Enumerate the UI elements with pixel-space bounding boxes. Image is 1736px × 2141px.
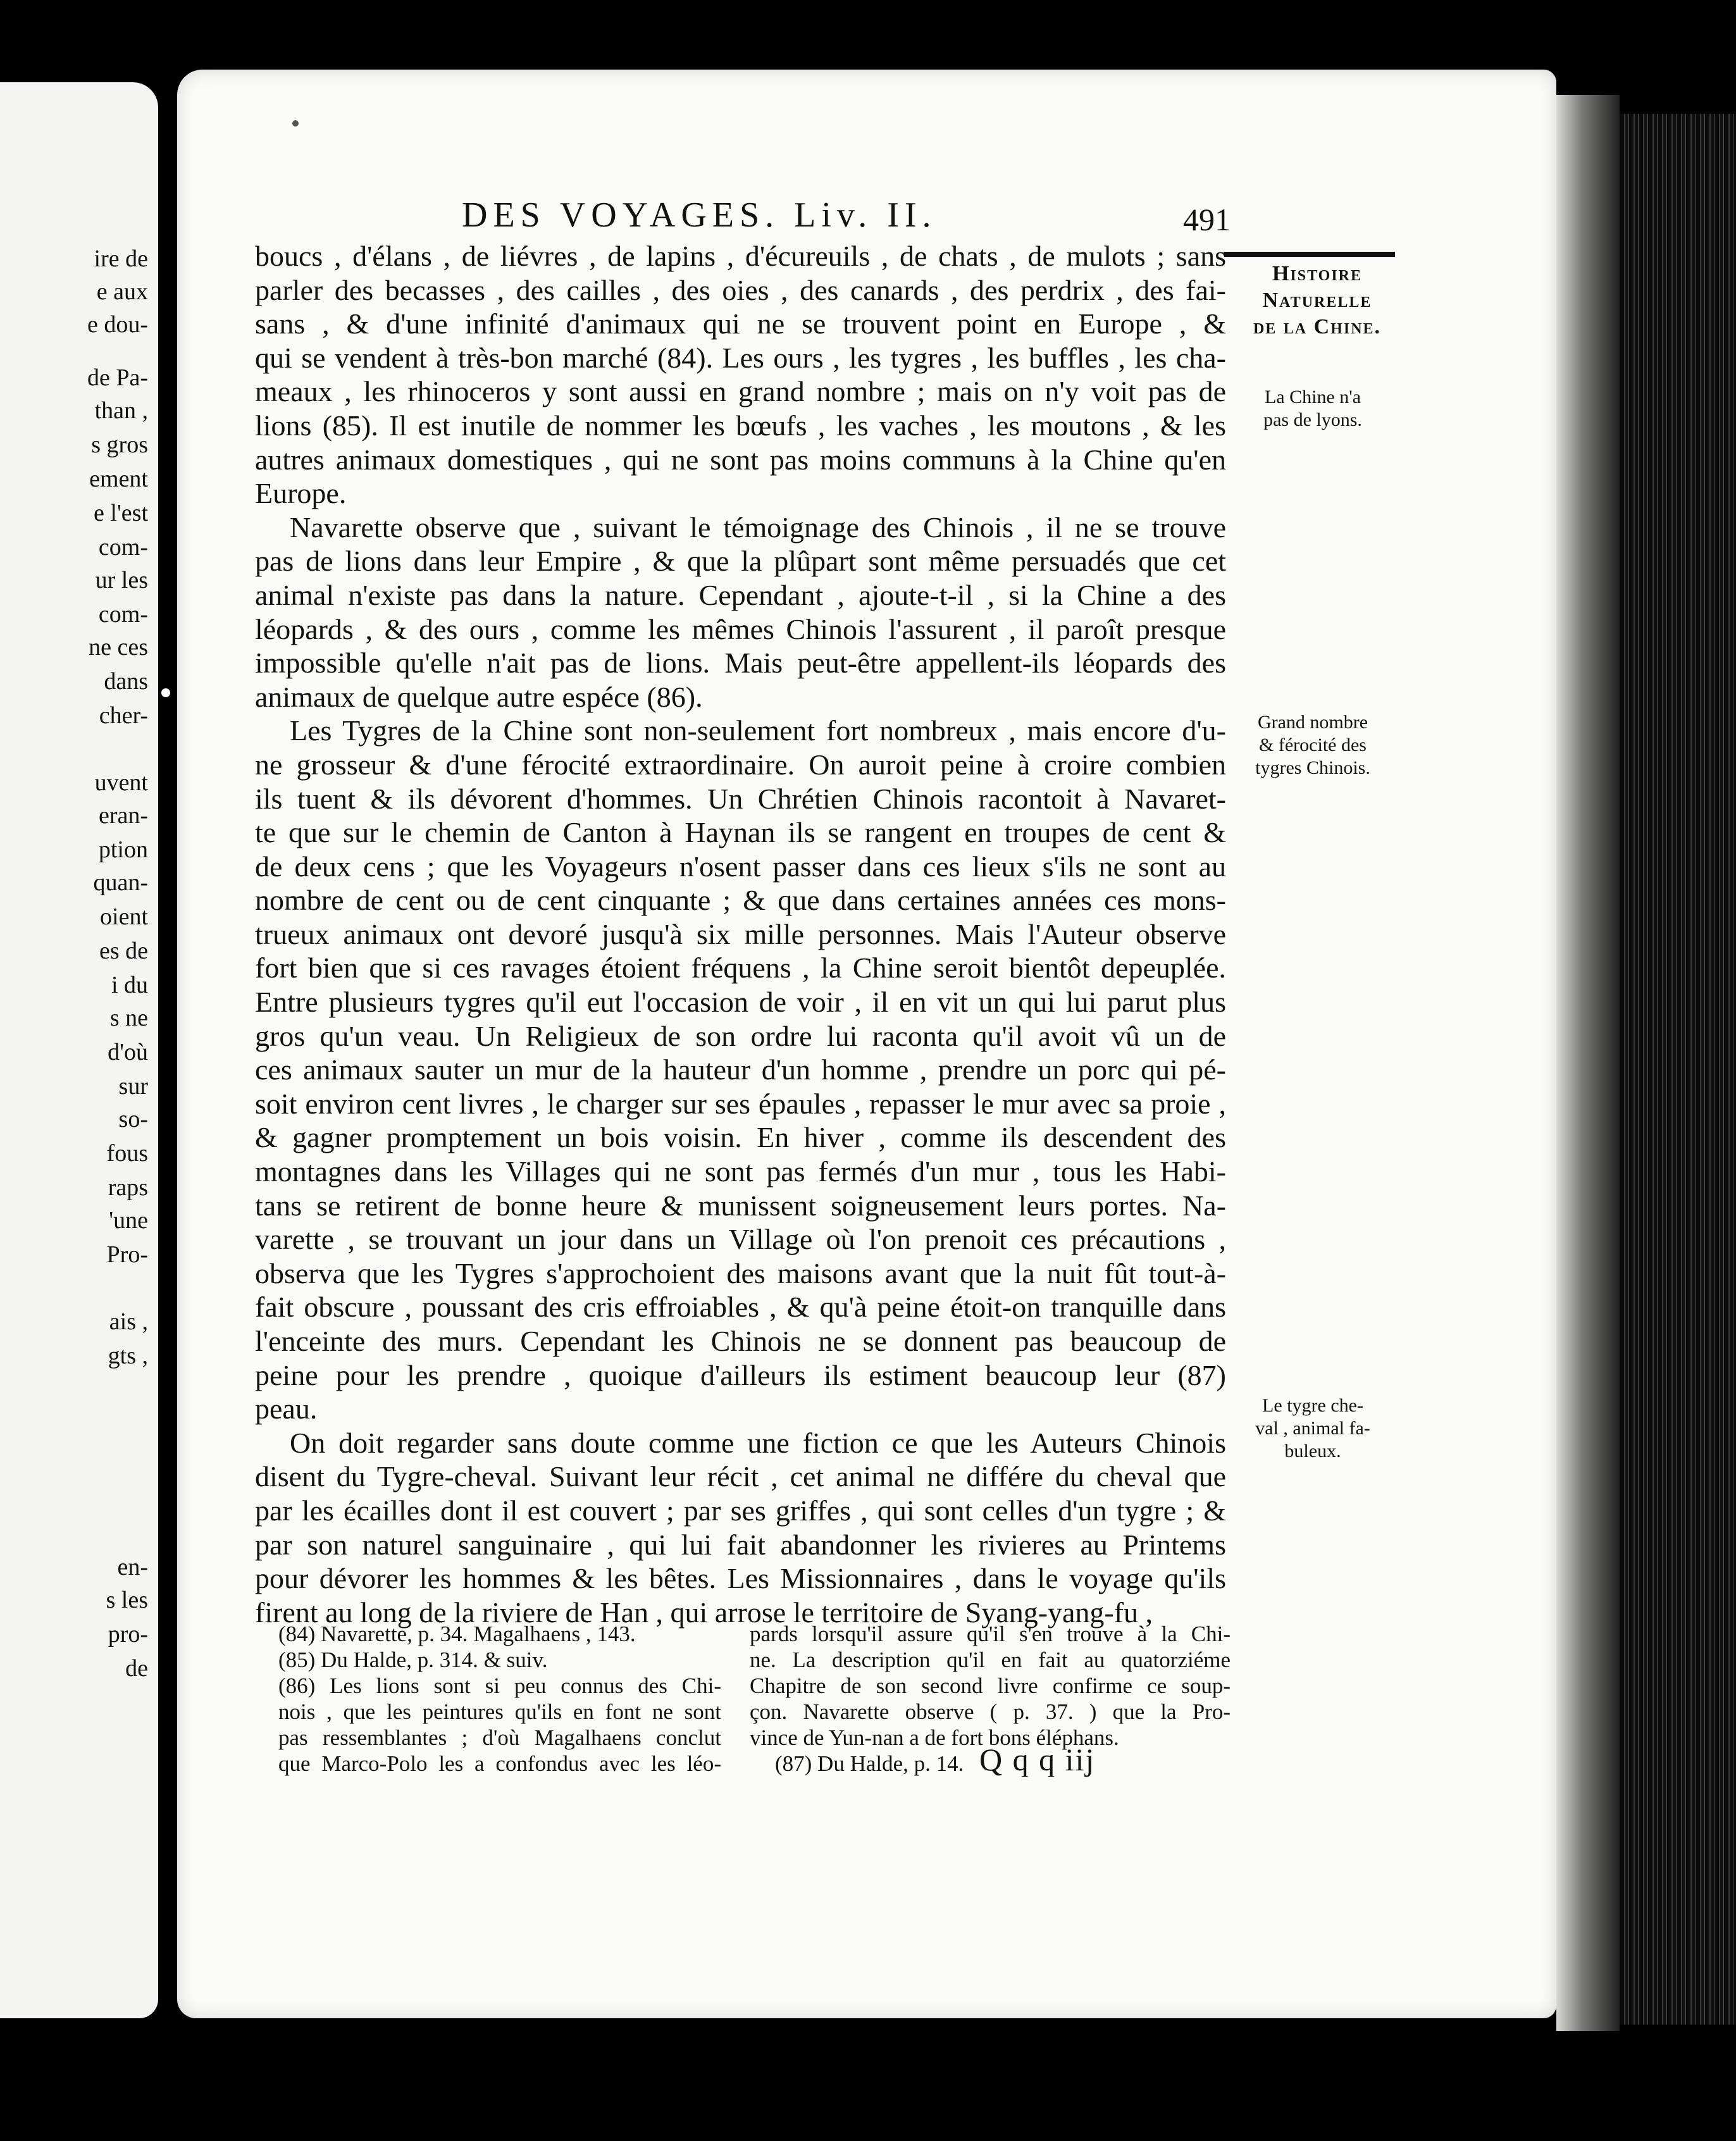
text-line: ne grosseur & d'une férocité extraordinaire. On auroit peine à croire combien <box>255 748 1226 781</box>
left-page-text-fragment: 'une <box>109 1207 148 1234</box>
text-line: l'enceinte des murs. Cependant les Chinois ne se donnent pas beaucoup de <box>255 1325 1226 1357</box>
text-line: On doit regarder sans doute comme une fiction ce que les Auteurs Chinois <box>290 1426 1226 1459</box>
marginal-note <box>1234 711 1392 779</box>
text-line: Navarette observe que , suivant le témoignage des Chinois , il ne se trouve <box>290 511 1226 543</box>
left-page-text-fragment: ne ces <box>89 634 148 661</box>
book-page-edges <box>1620 114 1736 2025</box>
footnote-line: (86) Les lions sont si peu connus des Chi- <box>278 1673 721 1698</box>
text-line: pour dévorer les hommes & les bêtes. Les Missionnaires , dans le voyage qu'ils <box>255 1562 1226 1595</box>
text-line: ils tuent & ils dévorent d'hommes. Un Chrétien Chinois racontoit à Navaret- <box>255 782 1226 815</box>
footnotes-left-column <box>278 1621 721 1777</box>
margin-heading-rule <box>1224 252 1395 257</box>
text-line: observa que les Tygres s'approchoient des maisons avant que la nuit fût tout-à- <box>255 1257 1226 1289</box>
left-page-text-fragment: s les <box>106 1587 148 1613</box>
book-fore-edge-shadow <box>1556 95 1620 2031</box>
marginal-note <box>1234 386 1392 431</box>
paragraph <box>255 239 1226 511</box>
left-page-text-fragment: raps <box>108 1174 148 1201</box>
running-head: DES VOYAGES. Liv. II. <box>462 195 937 235</box>
footnote-line: (84) Navarette, p. 34. Magalhaens , 143. <box>278 1622 636 1646</box>
left-page-text-fragment: e l'est <box>94 500 148 526</box>
left-page-text-fragment: gts , <box>108 1343 148 1369</box>
left-page-text-fragment: com- <box>98 601 148 628</box>
paragraph <box>255 714 1226 1425</box>
text-line: par les écailles dont il est couvert ; par ses griffes , qui sont celles d'un tygre ; & <box>255 1494 1226 1527</box>
left-page-text-fragment: ption <box>98 836 148 863</box>
text-line: Europe. <box>255 477 347 510</box>
footnote-line: (87) Du Halde, p. 14. <box>775 1751 964 1776</box>
text-line: varette , se trouvant un jour dans un Village où l'on prenoit ces précautions , <box>255 1223 1226 1256</box>
text-line: Les Tygres de la Chine sont non-seulement fort nombreux , mais encore d'u- <box>290 714 1226 747</box>
marginal-note-line: val , animal fa- <box>1255 1418 1370 1439</box>
text-line: autres animaux domestiques , qui ne sont pas moins communs à la Chine qu'en <box>255 443 1226 476</box>
left-page-text-fragment: sur <box>118 1073 148 1100</box>
text-line: parler des becasses , des cailles , des oies , des canards , des perdrix , des fai- <box>255 273 1226 306</box>
text-line: par son naturel sanguinaire , qui lui fait abandonner les rivieres au Printems <box>255 1528 1226 1561</box>
text-line: peau. <box>255 1393 318 1425</box>
left-page-text-fragment: de Pa- <box>87 364 148 391</box>
footnote-line: Chapitre de son second livre confirme ce soup- <box>750 1673 1231 1698</box>
paper-spot <box>161 688 170 697</box>
text-line: Entre plusieurs tygres qu'il eut l'occasion de voir , il en vit un qui lui parut plus <box>255 986 1226 1019</box>
left-page-text-fragment: dans <box>104 668 148 695</box>
left-page-text-fragment: uvent <box>94 769 148 796</box>
text-line: animaux de quelque autre espéce (86). <box>255 680 703 713</box>
footnote-line: pas ressemblantes ; d'où Magalhaens conclut <box>278 1725 721 1750</box>
text-line: trueux animaux ont devoré jusqu'à six mille personnes. Mais l'Auteur observe <box>255 917 1226 950</box>
left-page-text-fragment: ire de <box>94 245 148 272</box>
text-line: lions (85). Il est inutile de nommer les bœufs , les vaches , les moutons , & les <box>255 409 1226 442</box>
text-line: te que sur le chemin de Canton à Haynan ils se rangent en troupes de cent & <box>255 816 1226 849</box>
left-page-text-fragment: cher- <box>99 702 148 729</box>
marginal-note-line: Le tygre che- <box>1262 1395 1363 1416</box>
ink-speck <box>292 120 299 127</box>
left-page-text-fragment: s gros <box>91 431 148 458</box>
left-page-text-fragment: e dou- <box>87 311 148 338</box>
text-line: animal n'existe pas dans la nature. Cependant , ajoute-t-il , si la Chine a des <box>255 578 1226 611</box>
text-line: montagnes dans les Villages qui ne sont pas fermés d'un mur , tous les Habi- <box>255 1155 1226 1188</box>
marginal-note-line: Grand nombre <box>1257 712 1368 733</box>
left-page-text-fragment: quan- <box>93 869 148 896</box>
left-page-fragment <box>0 82 158 2018</box>
paragraph <box>255 1426 1226 1630</box>
text-line: boucs , d'élans , de liévres , de lapins , d'écureuils , de chats , de mulots ; sans <box>255 240 1226 272</box>
marginal-note-line: La Chine n'a <box>1264 387 1361 407</box>
left-page-text-fragment: fous <box>106 1140 148 1167</box>
body-text <box>255 239 1226 1629</box>
page-number: 491 <box>1183 202 1231 237</box>
signature-mark: Q q q iij <box>979 1742 1096 1777</box>
text-line: pas de lions dans leur Empire , & que la plûpart sont même persuadés que cet <box>255 545 1226 578</box>
text-line: qui se vendent à très-bon marché (84). Les ours , les tygres , les buffles , les cha- <box>255 341 1226 374</box>
left-page-text-fragment: ur les <box>95 567 148 593</box>
text-line: meaux , les rhinoceros y sont aussi en grand nombre ; mais on n'y voit pas de <box>255 375 1226 408</box>
marginal-note-line: & férocité des <box>1259 735 1367 755</box>
text-line: disent du Tygre-cheval. Suivant leur récit , cet animal ne différe du cheval que <box>255 1460 1226 1493</box>
footnote-line: vince de Yun-nan a de fort bons éléphans. <box>750 1725 1119 1750</box>
text-line: fait obscure , poussant des cris effroiables , & qu'à peine étoit-on tranquille dans <box>255 1291 1226 1324</box>
footnote-line: que Marco-Polo les a confondus avec les léo- <box>278 1751 721 1776</box>
text-line: tans se retirent de bonne heure & munissent soigneusement leurs portes. Na- <box>255 1189 1226 1222</box>
left-page-text-fragment: than , <box>94 397 148 424</box>
text-line: & gagner promptement un bois voisin. En hiver , comme ils descendent des <box>255 1121 1226 1154</box>
left-page-text-fragment: eran- <box>98 802 148 829</box>
text-line: sans , & d'une infinité d'animaux qui ne se trouvent point en Europe , & <box>255 307 1226 340</box>
left-page-text-fragment: es de <box>99 938 148 964</box>
left-page-text-fragment: pro- <box>108 1621 148 1648</box>
left-page-text-fragment: i du <box>111 972 148 998</box>
text-line: fort bien que si ces ravages étoient fréquens , la Chine seroit bientôt depeuplée. <box>255 952 1226 984</box>
text-line: léopards , & des ours , comme les mêmes Chinois l'assurent , il paroît presque <box>255 612 1226 645</box>
left-page-text-fragment: com- <box>98 534 148 561</box>
margin-title-line: de la Chine. <box>1253 315 1382 338</box>
left-page-text-fragment: en- <box>117 1554 148 1580</box>
left-page-text-fragment: e aux <box>96 278 148 305</box>
footnote-line: ne. La description qu'il en fait au quatorziéme <box>750 1648 1231 1672</box>
left-page-text-fragment: so- <box>118 1106 148 1133</box>
marginal-note-line: pas de lyons. <box>1263 409 1362 430</box>
margin-section-title <box>1241 261 1393 340</box>
left-page-text-fragment: s ne <box>109 1005 148 1031</box>
footnote-line: pards lorsqu'il assure qu'il s'en trouve à la Chi- <box>750 1622 1231 1646</box>
left-page-text-fragment: de <box>125 1655 148 1682</box>
left-page-text-fragment: Pro- <box>106 1241 148 1268</box>
text-line: firent au long de la riviere de Han , qui arrose le territoire de Syang-yang-fu , <box>255 1596 1153 1629</box>
marginal-note <box>1234 1394 1392 1463</box>
text-line: nombre de cent ou de cent cinquante ; & que dans certaines années ces mons- <box>255 884 1226 917</box>
left-page-text-fragment: d'où <box>108 1039 148 1065</box>
left-page-text-fragment: oient <box>100 903 148 930</box>
margin-title-line: Naturelle <box>1262 289 1372 312</box>
text-line: impossible qu'elle n'ait pas de lions. Mais peut-être appellent-ils léopards des <box>255 647 1226 680</box>
footnote-line: (85) Du Halde, p. 314. & suiv. <box>278 1648 548 1672</box>
marginal-note-line: tygres Chinois. <box>1255 757 1370 778</box>
left-page-text-fragment: ais , <box>109 1308 148 1335</box>
left-page-text-fragment: ement <box>89 466 148 492</box>
paragraph <box>255 511 1226 714</box>
text-line: ces animaux sauter un mur de la hauteur d'un homme , prendre un porc qui pé- <box>255 1053 1226 1086</box>
footnote-line: nois , que les peintures qu'ils en font ne sont <box>278 1699 721 1724</box>
text-line: peine pour les prendre , quoique d'ailleurs ils estiment beaucoup leur (87) <box>255 1358 1226 1391</box>
text-line: soit environ cent livres , le charger sur ses épaules , repasser le mur avec sa proie , <box>255 1087 1226 1120</box>
text-line: de deux cens ; que les Voyageurs n'osent passer dans ces lieux s'ils ne sont au <box>255 850 1226 883</box>
margin-title-line: Histoire <box>1272 262 1363 285</box>
text-line: gros qu'un veau. Un Religieux de son ordre lui raconta qu'il avoit vû un de <box>255 1019 1226 1052</box>
marginal-note-line: buleux. <box>1284 1441 1341 1461</box>
footnote-line: çon. Navarette observe ( p. 37. ) que la Pro- <box>750 1699 1231 1724</box>
